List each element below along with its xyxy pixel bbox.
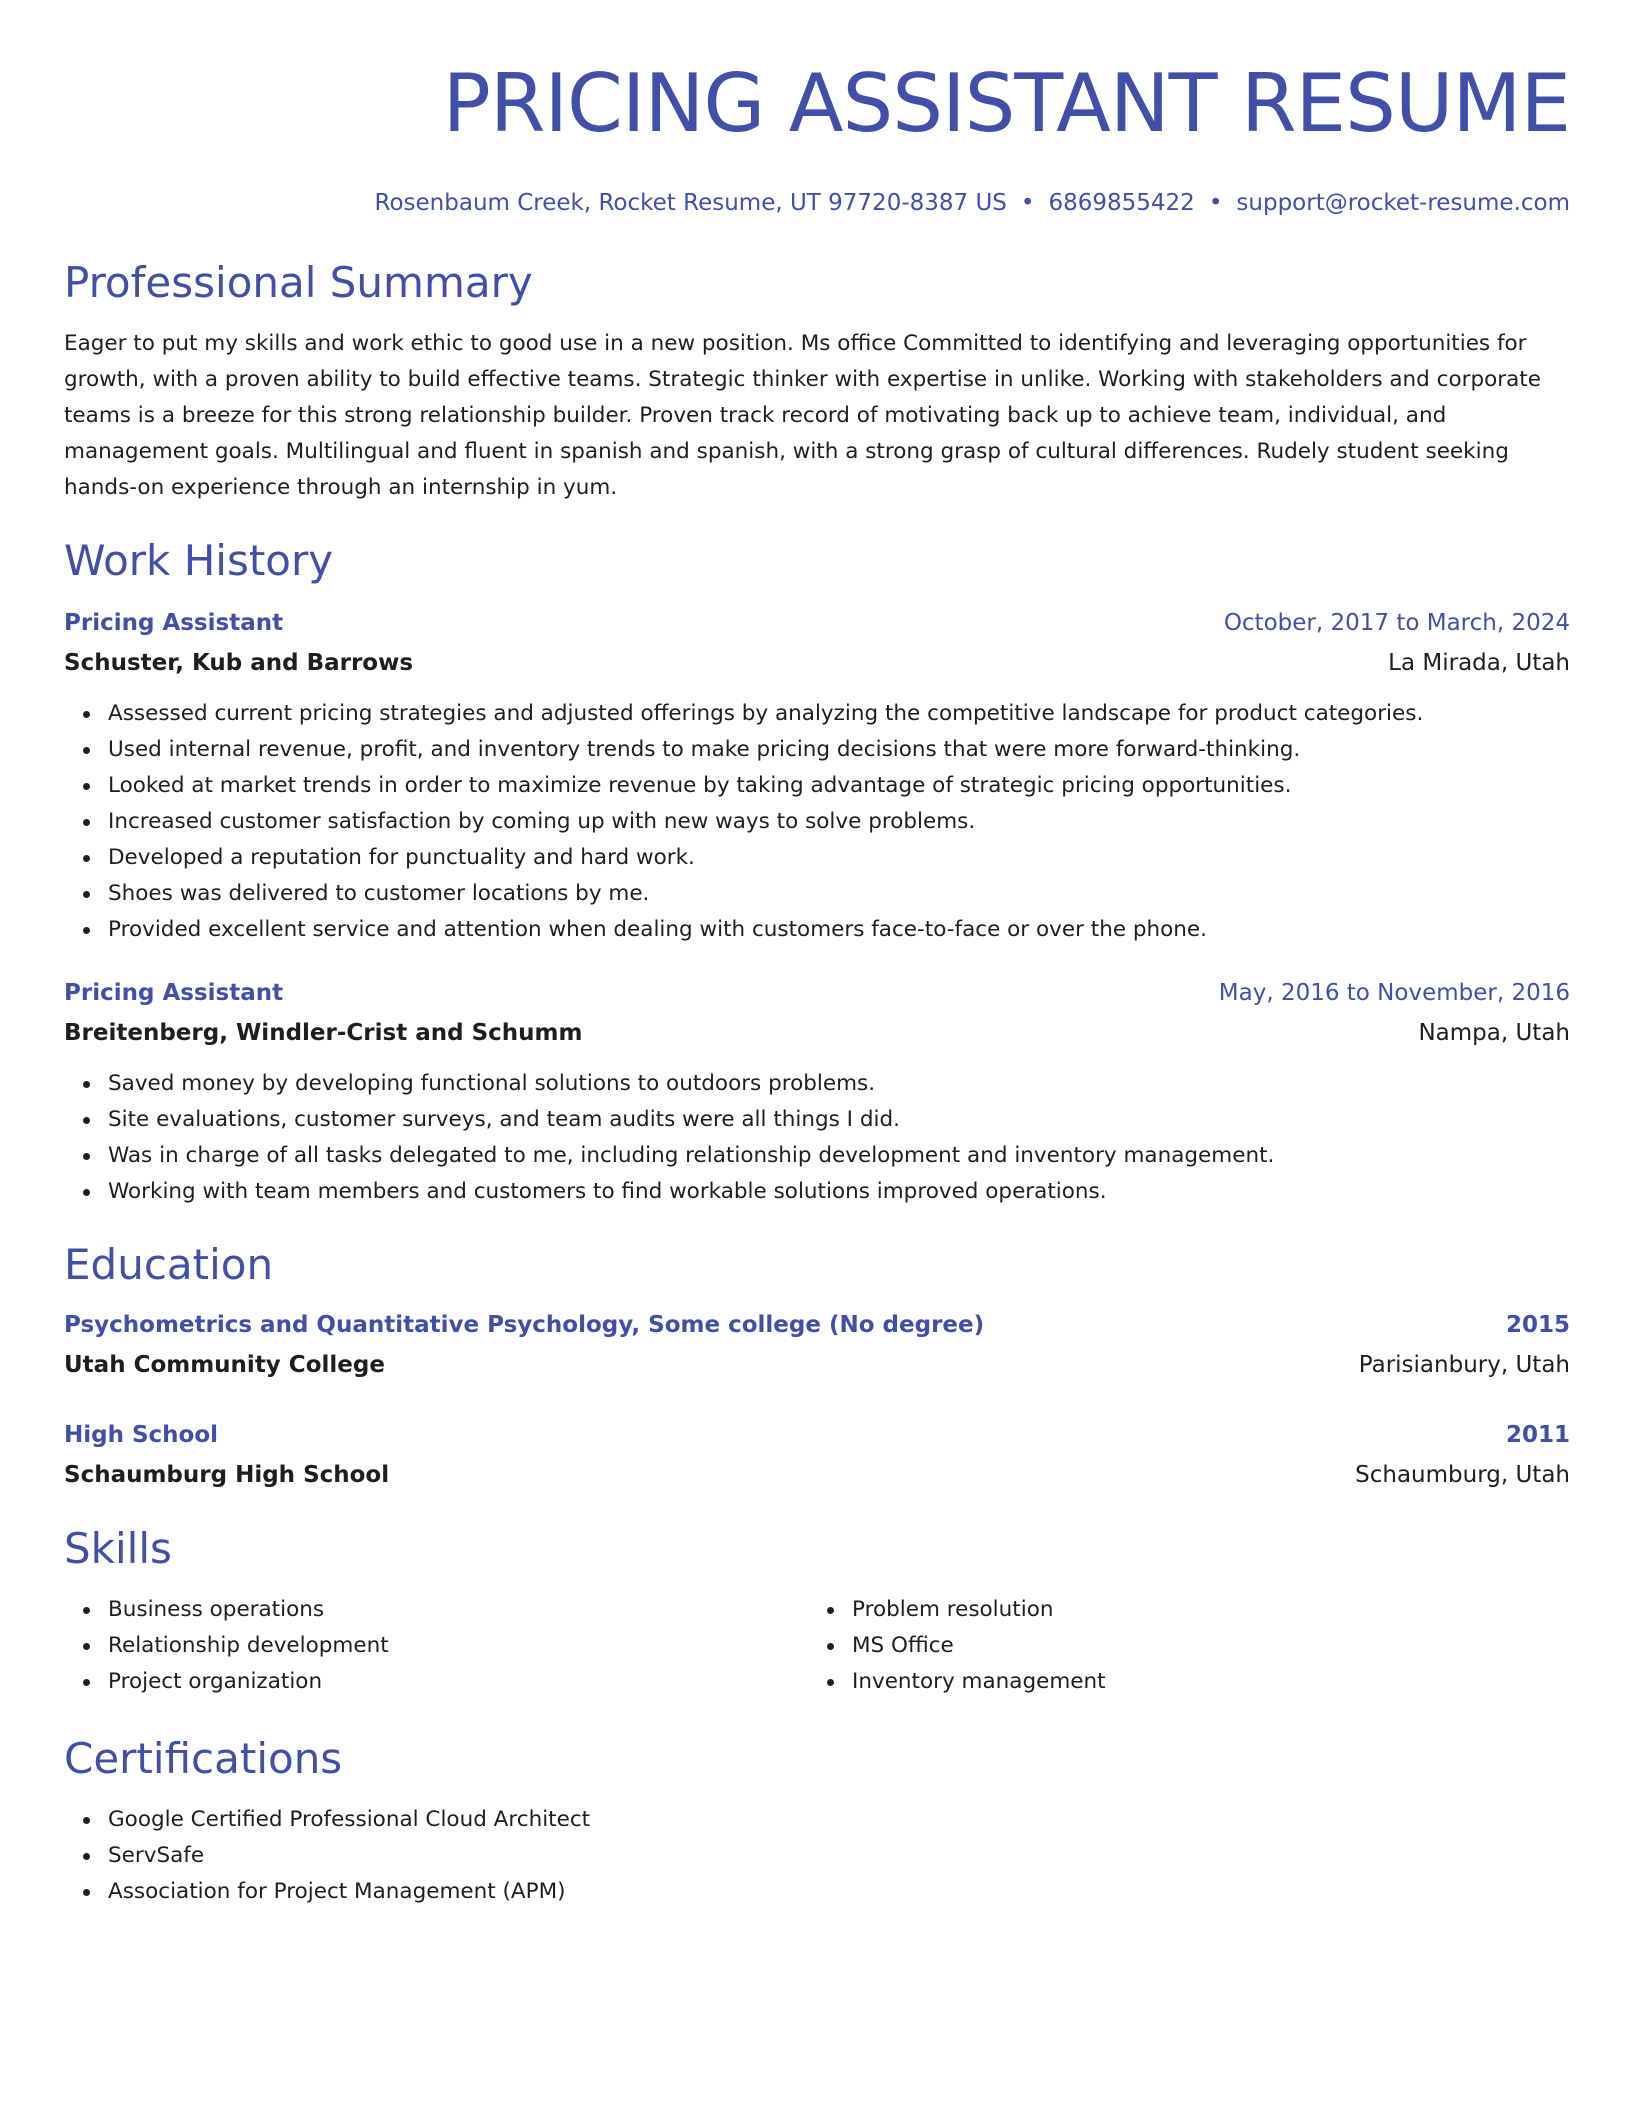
skill-item: Project organization (108, 1664, 808, 1700)
skill-item: Problem resolution (852, 1592, 1552, 1628)
job-entry (64, 608, 1570, 948)
job-company: Breitenberg, Windler-Crist and Schumm (64, 1020, 583, 1046)
certification-item: Association for Project Management (APM) (108, 1874, 1570, 1910)
resume-page (64, 0, 1570, 1910)
skill-item: Business operations (108, 1592, 808, 1628)
job-role: Pricing Assistant (64, 980, 284, 1006)
certification-item: ServSafe (108, 1838, 1570, 1874)
education-school: Utah Community College (64, 1352, 385, 1378)
job-dates: May, 2016 to November, 2016 (1218, 980, 1570, 1006)
job-company-row (64, 648, 1570, 678)
certifications-heading: Certifications (64, 1734, 343, 1783)
education-header-row (64, 1310, 1570, 1340)
education-location: Parisianbury, Utah (1358, 1352, 1570, 1378)
summary-text: Eager to put my skills and work ethic to good use in a new position. Ms office Committed to identifying and leveraging opportunities for growth, with a proven ability to build effective teams. Strategic thinker with expertise in unlike. Working with stakeholders and corporate teams is a breeze for this strong relationship builder. Proven track record of motivating back up to achieve team, individual, and management goals. Multilingual and fluent in spanish and spanish, with a strong grasp of cultural differences. Rudely student seeking hands-on experience through an internship in yum. (64, 331, 1541, 500)
education-degree: High School (64, 1422, 219, 1448)
education-school: Schaumburg High School (64, 1462, 390, 1488)
contact-email: support@rocket-resume.com (1236, 190, 1570, 216)
job-company-row (64, 1018, 1570, 1048)
job-bullet: Shoes was delivered to customer locations by me. (108, 876, 1570, 912)
contact-phone: 6869855422 (1048, 190, 1195, 216)
skill-item: Relationship development (108, 1628, 808, 1664)
job-bullets (64, 696, 1570, 948)
skills-list-left (64, 1592, 808, 1700)
job-bullet: Assessed current pricing strategies and adjusted offerings by analyzing the competitive landscape for product categories. (108, 696, 1570, 732)
job-bullet: Working with team members and customers to find workable solutions improved operations. (108, 1174, 1570, 1210)
resume-title: PRICING ASSISTANT RESUME (442, 57, 1570, 150)
job-dates: October, 2017 to March, 2024 (1223, 610, 1570, 636)
certification-item: Google Certified Professional Cloud Architect (108, 1802, 1570, 1838)
contact-address: Rosenbaum Creek, Rocket Resume, UT 97720-8387 US (374, 190, 1007, 216)
job-bullet: Saved money by developing functional solutions to outdoors problems. (108, 1066, 1570, 1102)
job-location: Nampa, Utah (1418, 1020, 1570, 1046)
education-school-row (64, 1460, 1570, 1490)
job-bullet: Developed a reputation for punctuality and hard work. (108, 840, 1570, 876)
job-bullets (64, 1066, 1570, 1210)
education-heading: Education (64, 1240, 274, 1289)
job-company: Schuster, Kub and Barrows (64, 650, 414, 676)
job-role: Pricing Assistant (64, 610, 284, 636)
skill-item: MS Office (852, 1628, 1552, 1664)
skills-heading: Skills (64, 1524, 172, 1573)
job-bullet: Was in charge of all tasks delegated to me, including relationship development and inventory management. (108, 1138, 1570, 1174)
education-entry (64, 1310, 1570, 1380)
skills-grid (64, 1592, 1570, 1700)
education-degree: Psychometrics and Quantitative Psychology, Some college (No degree) (64, 1312, 985, 1338)
job-entry (64, 978, 1570, 1210)
contact-separator: • (1020, 190, 1035, 216)
job-bullet: Provided excellent service and attention when dealing with customers face-to-face or over the phone. (108, 912, 1570, 948)
skills-list-right (808, 1592, 1552, 1700)
summary-heading: Professional Summary (64, 258, 533, 307)
job-bullet: Increased customer satisfaction by coming up with new ways to solve problems. (108, 804, 1570, 840)
job-header-row (64, 978, 1570, 1008)
contact-line (64, 188, 1570, 218)
work-history-heading: Work History (64, 536, 334, 585)
job-location: La Mirada, Utah (1388, 650, 1570, 676)
contact-separator: • (1208, 190, 1223, 216)
education-year: 2015 (1505, 1312, 1570, 1338)
job-bullet: Site evaluations, customer surveys, and team audits were all things I did. (108, 1102, 1570, 1138)
job-bullet: Used internal revenue, profit, and inventory trends to make pricing decisions that were more forward-thinking. (108, 732, 1570, 768)
education-header-row (64, 1420, 1570, 1450)
certifications-list (64, 1802, 1570, 1910)
skill-item: Inventory management (852, 1664, 1552, 1700)
job-bullet: Looked at market trends in order to maximize revenue by taking advantage of strategic pricing opportunities. (108, 768, 1570, 804)
education-entry (64, 1420, 1570, 1490)
education-location: Schaumburg, Utah (1355, 1462, 1570, 1488)
job-header-row (64, 608, 1570, 638)
education-year: 2011 (1505, 1422, 1570, 1448)
education-school-row (64, 1350, 1570, 1380)
